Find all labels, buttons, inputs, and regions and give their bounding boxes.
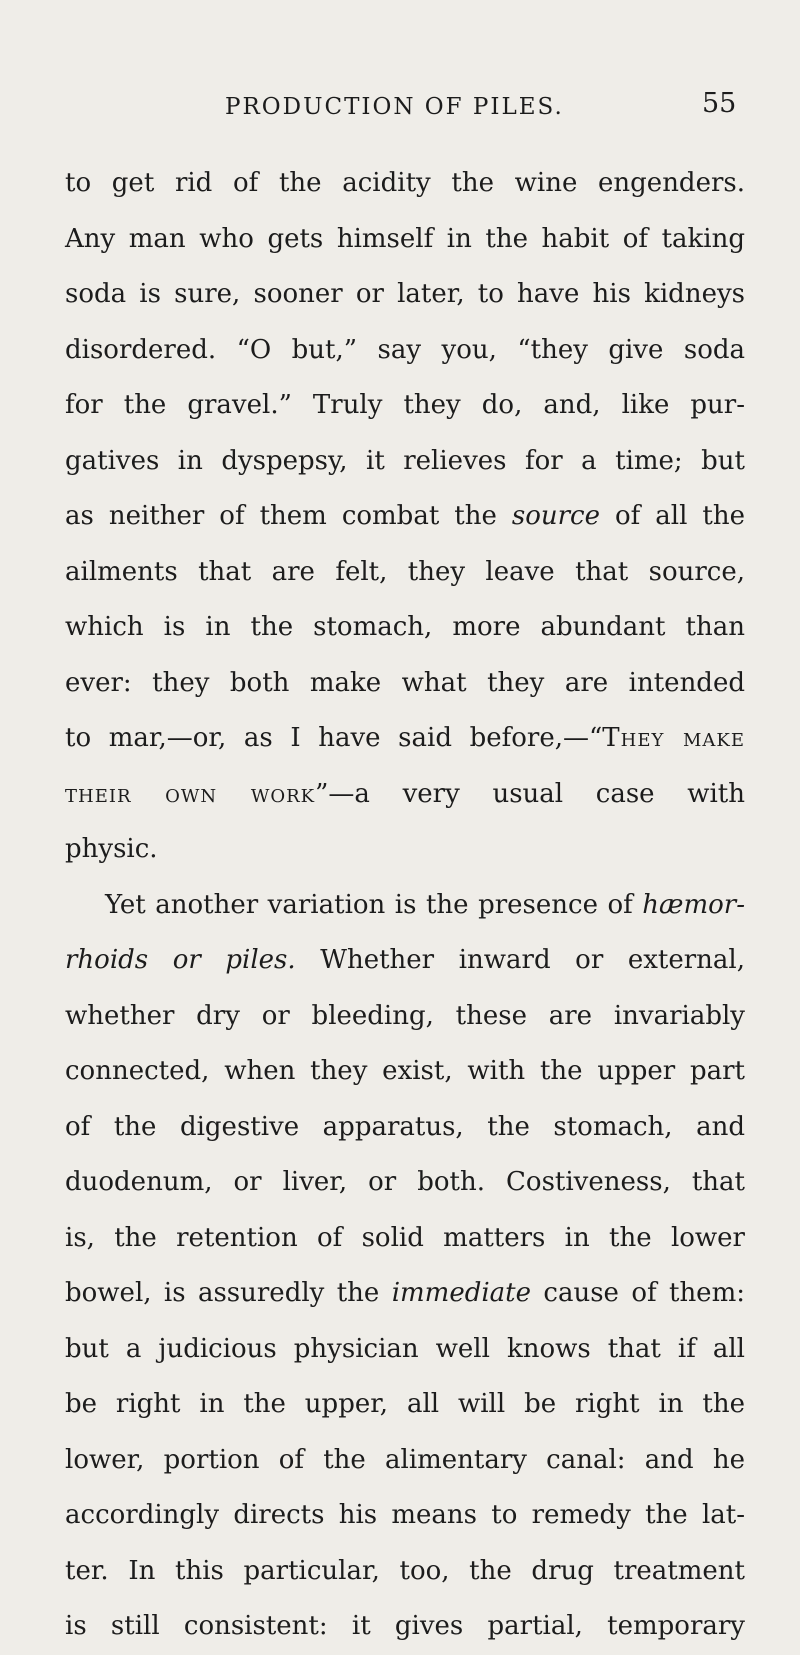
italic-text: rhoids or piles. bbox=[65, 945, 296, 975]
text-line: connected, when they exist, with the upper part bbox=[65, 1056, 745, 1086]
text-segment: to mar,—or, as I have said before,—“ bbox=[65, 723, 603, 753]
italic-text: immediate bbox=[391, 1278, 532, 1308]
text-line bbox=[65, 711, 745, 767]
text-segment: bowel, is assuredly the bbox=[65, 1278, 392, 1308]
text-line: but a judicious physician well knows that if all bbox=[65, 1333, 745, 1364]
text-line: ailments that are felt, they leave that source, bbox=[65, 556, 745, 587]
text-segment: as neither of them combat the bbox=[65, 501, 512, 531]
running-title: PRODUCTION OF PILES. bbox=[225, 94, 564, 120]
text-line: be right in the upper, all will be right in the bbox=[65, 1389, 745, 1419]
text-line bbox=[65, 878, 745, 934]
text-line: Any man who gets himself in the habit of taking bbox=[65, 223, 745, 254]
small-caps-text: They make bbox=[602, 723, 746, 753]
italic-text: hæmor- bbox=[642, 889, 745, 920]
paragraph-2 bbox=[65, 878, 745, 1655]
text-line: whether dry or bleeding, these are invariably bbox=[65, 1000, 745, 1031]
italic-text: source bbox=[511, 501, 600, 531]
text-line: accordingly directs his means to remedy the lat- bbox=[65, 1500, 745, 1530]
text-line: which is in the stomach, more abundant than bbox=[65, 612, 745, 642]
text-line bbox=[65, 933, 745, 989]
body-text bbox=[65, 156, 745, 1655]
text-line: duodenum, or liver, or both. Costiveness, that bbox=[65, 1167, 745, 1197]
text-line bbox=[65, 489, 745, 545]
text-line: of the digestive apparatus, the stomach, and bbox=[65, 1111, 745, 1142]
text-segment: of all the bbox=[599, 501, 745, 531]
text-segment: cause of them: bbox=[531, 1278, 745, 1308]
text-line: physic. bbox=[65, 834, 158, 864]
text-line: is, the retention of solid matters in the lower bbox=[65, 1222, 745, 1253]
text-line: gatives in dyspepsy, it relieves for a time; but bbox=[65, 445, 745, 476]
text-line: soda is sure, sooner or later, to have his kidneys bbox=[65, 279, 745, 309]
text-line bbox=[65, 1266, 745, 1322]
text-line: ter. In this particular, too, the drug treatment bbox=[65, 1555, 745, 1586]
text-segment: Whether inward or external, bbox=[295, 945, 745, 975]
text-line bbox=[65, 767, 745, 823]
text-segment: Yet another variation is the presence of bbox=[105, 889, 643, 920]
page-header bbox=[0, 88, 800, 128]
page-number: 55 bbox=[702, 88, 737, 119]
small-caps-text: their own work bbox=[65, 778, 316, 809]
text-line: lower, portion of the alimentary canal: and he bbox=[65, 1444, 745, 1475]
text-line: is still consistent: it gives partial, temporary bbox=[65, 1611, 745, 1641]
paragraph-1 bbox=[65, 156, 745, 878]
text-segment: ”—a very usual case with bbox=[315, 778, 745, 809]
text-line: for the gravel.” Truly they do, and, like pur- bbox=[65, 390, 745, 420]
text-line: ever: they both make what they are intended bbox=[65, 667, 745, 698]
text-line: disordered. “O but,” say you, “they give soda bbox=[65, 334, 745, 365]
text-line: to get rid of the acidity the wine engenders. bbox=[65, 168, 745, 198]
